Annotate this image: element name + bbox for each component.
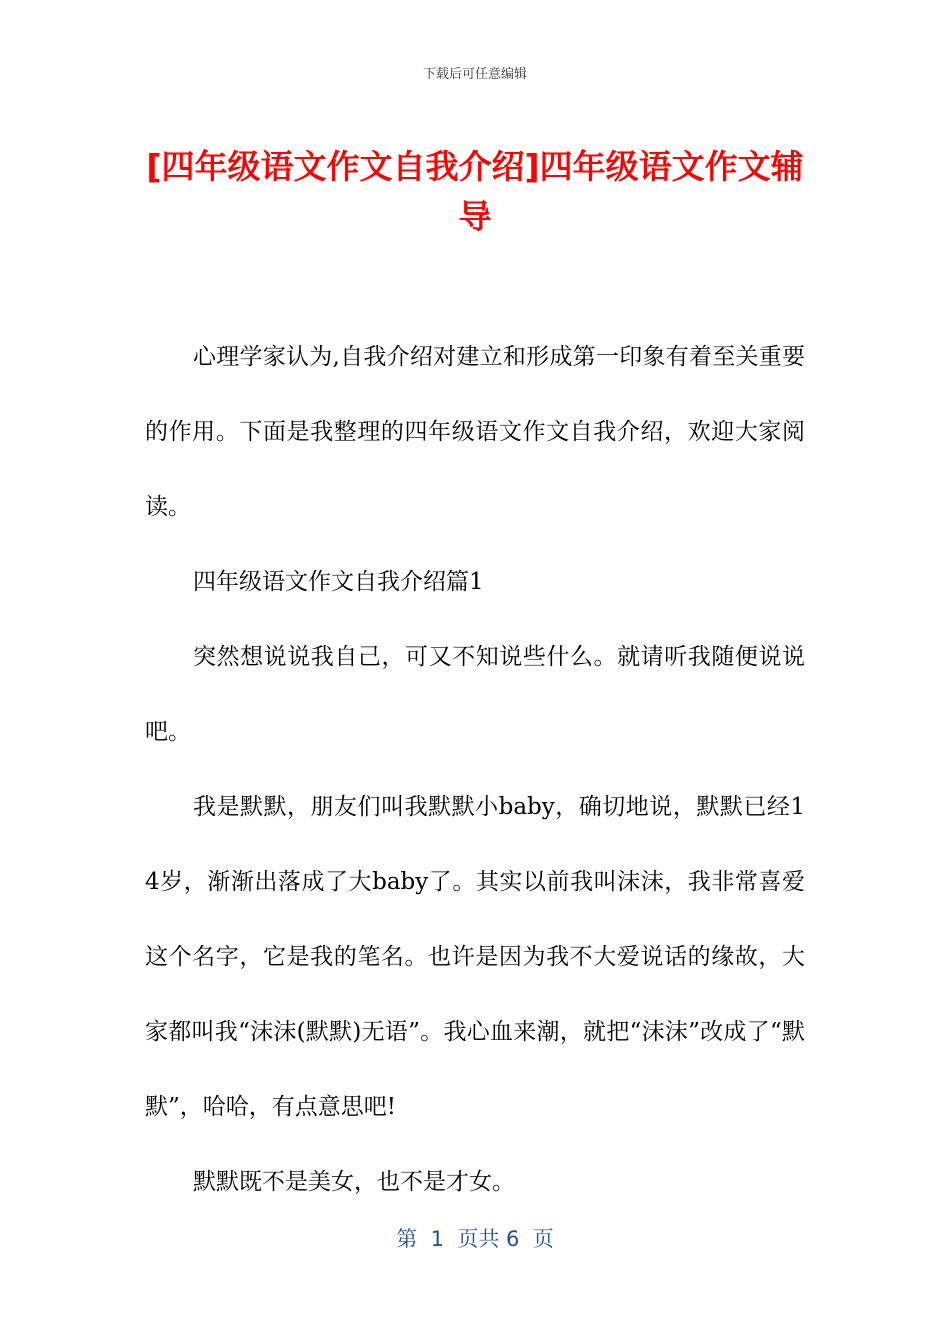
document-body: [145, 320, 805, 1220]
paragraph-name-story: 我是默默，朋友们叫我默默小baby，确切地说，默默已经14岁，渐渐出落成了大baby了。其实以前我叫沫沫，我非常喜爱这个名字，它是我的笔名。也许是因为我不大爱说话的缘故，大家都叫我“沫沫(默默)无语”。我心血来潮，就把“沫沫”改成了“默默”，哈哈，有点意思吧!: [145, 794, 805, 1120]
document-title: [四年级语文作文自我介绍]四年级语文作文辅导: [146, 147, 804, 236]
paragraph-section-heading: 四年级语文作文自我介绍篇1: [193, 569, 484, 595]
page-number-footer: 第 1 页共 6 页: [396, 1227, 554, 1251]
paragraph-intro: 心理学家认为,自我介绍对建立和形成第一印象有着至关重要的作用。下面是我整理的四年级语文作文自我介绍，欢迎大家阅读。: [145, 344, 805, 520]
paragraph-opening: 突然想说说我自己，可又不知说些什么。就请听我随便说说吧。: [145, 644, 805, 745]
header-note: 下载后可任意编辑: [422, 67, 527, 82]
paragraph-closing: 默默既不是美女，也不是才女。: [193, 1169, 515, 1195]
